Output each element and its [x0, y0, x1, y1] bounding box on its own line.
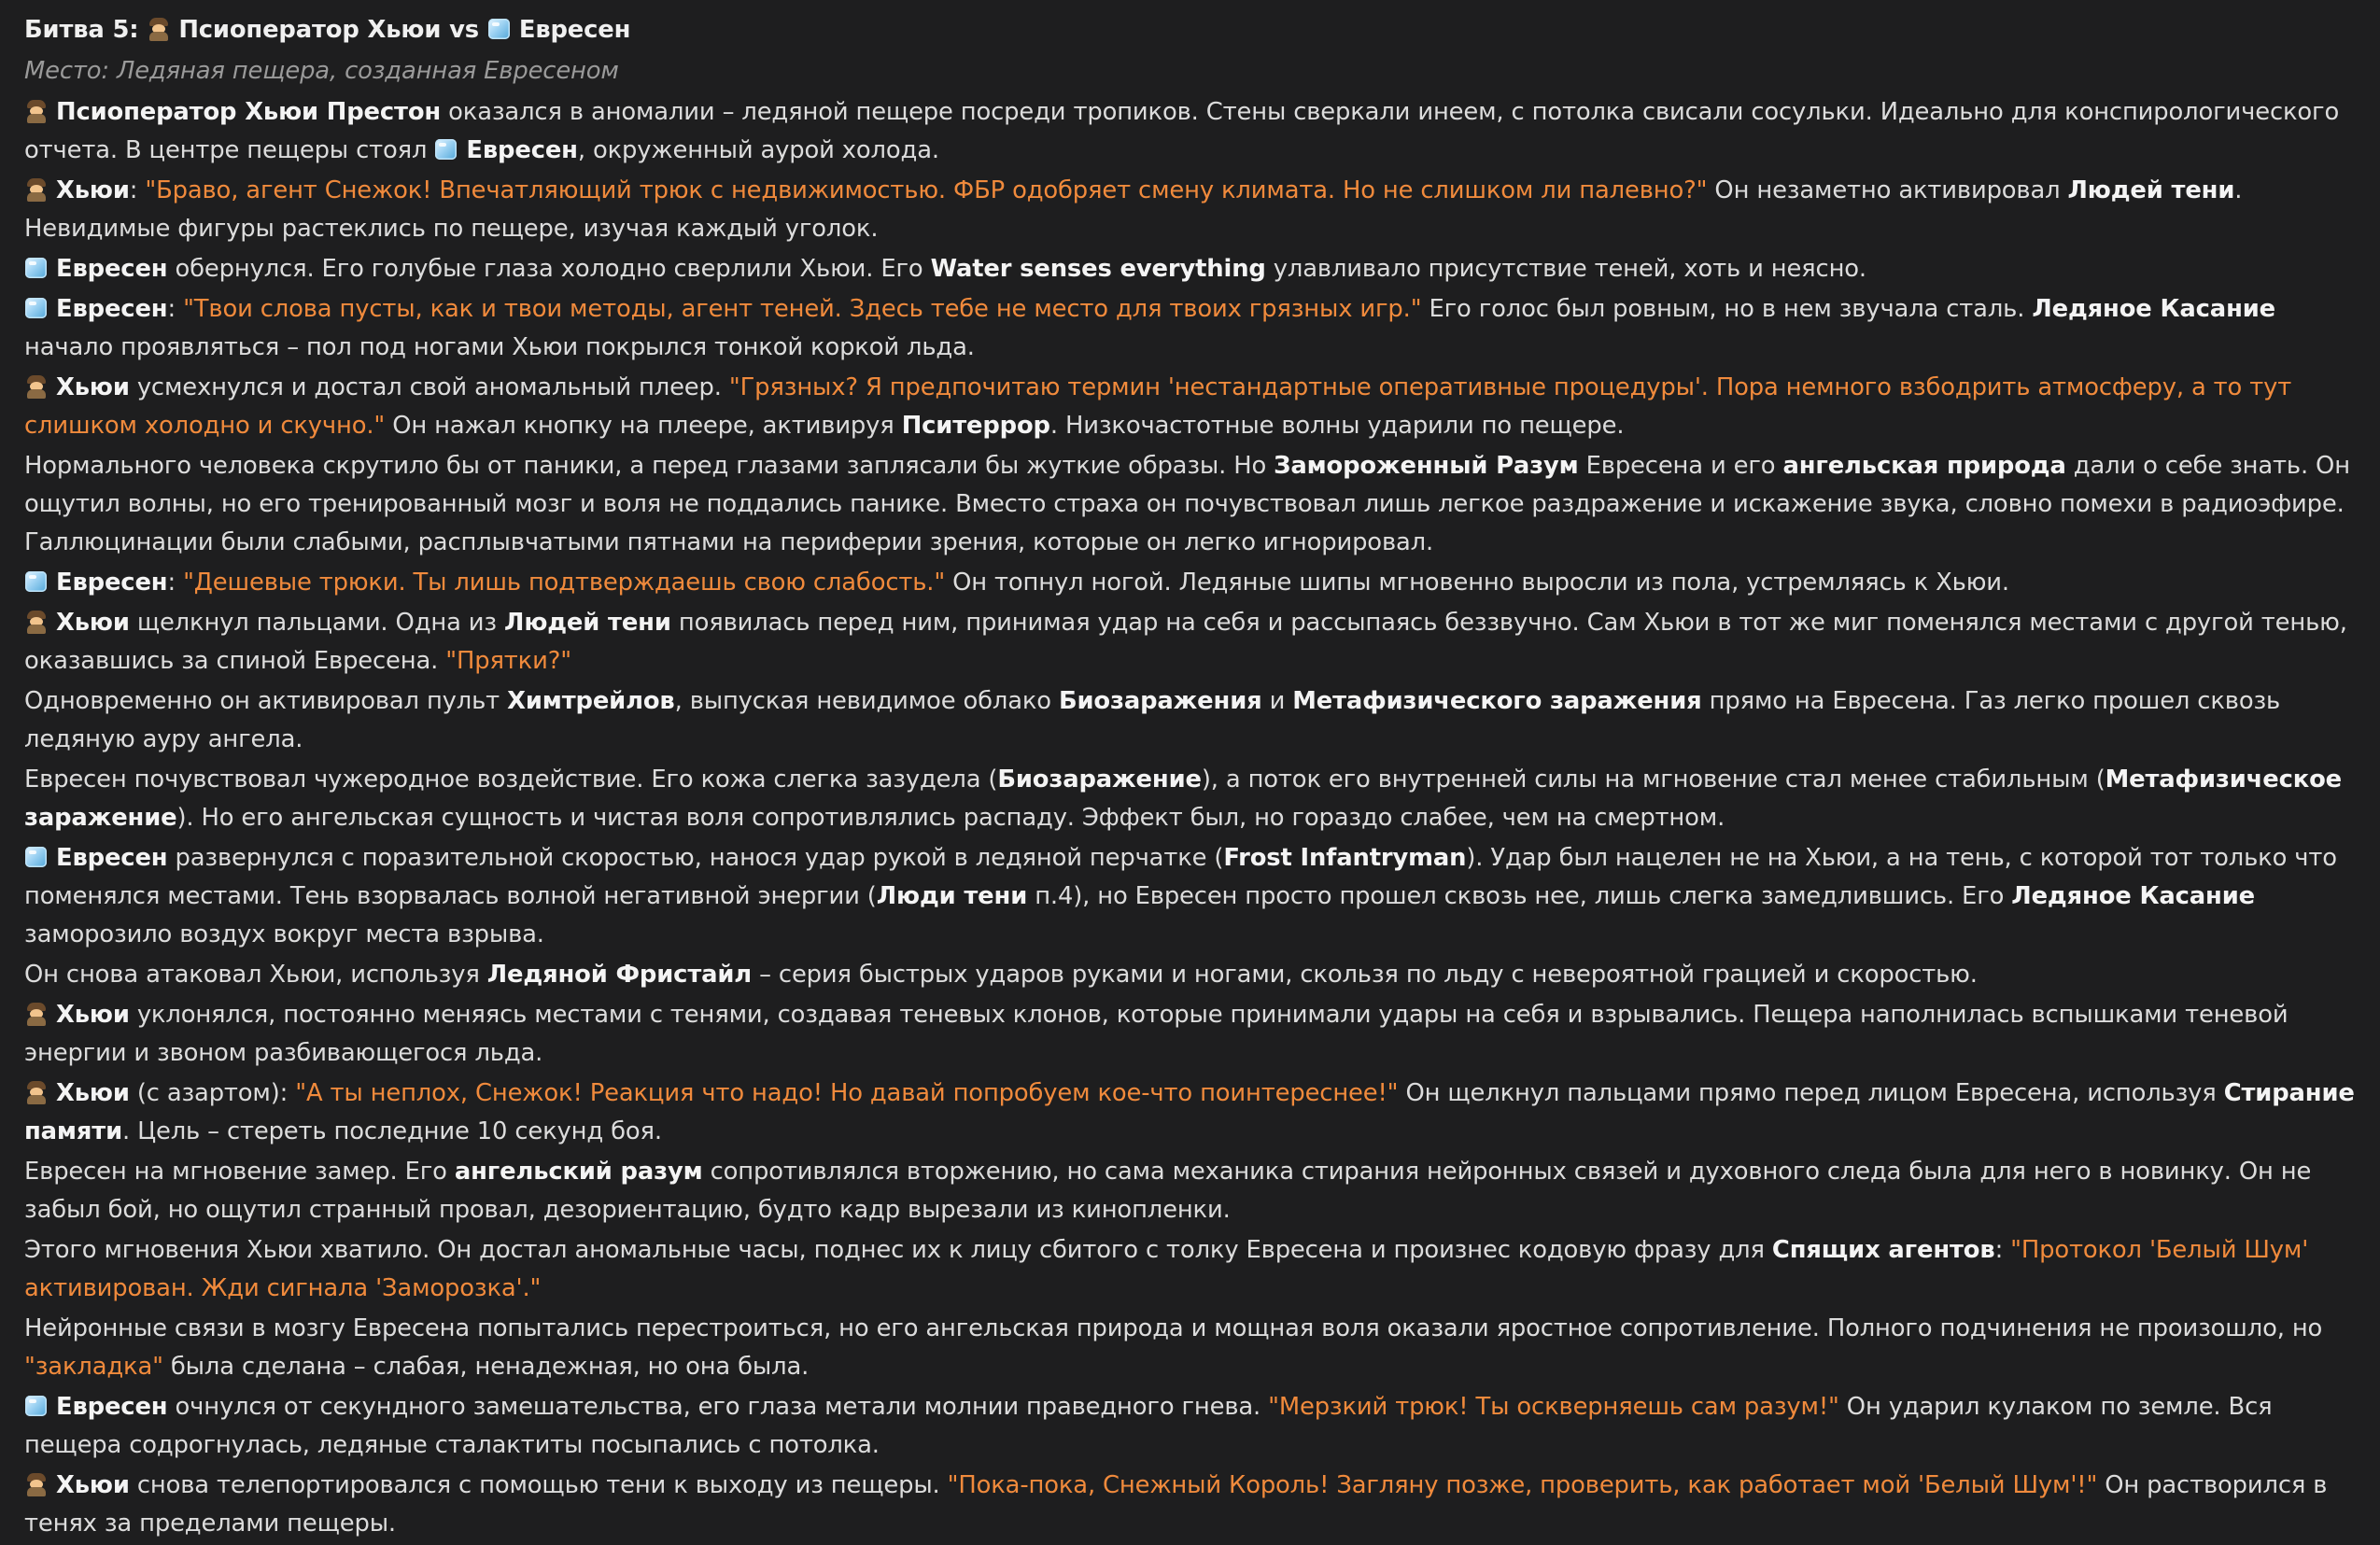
- dialogue-quote: "А ты неплох, Снежок! Реакция что надо! Но давай попробуем кое-что поинтереснее!": [295, 1079, 1399, 1107]
- detective-emoji-icon: [24, 99, 49, 123]
- dialogue-quote: "закладка": [24, 1353, 163, 1381]
- ability-name: Биозаражение: [997, 765, 1202, 794]
- character-name: Евресен: [56, 1393, 168, 1421]
- character-name: Хьюи: [56, 1001, 130, 1029]
- narration-text: Он незаметно активировал: [1707, 176, 2068, 204]
- ice-cube-emoji-icon: [24, 845, 49, 869]
- paragraph-7: [24, 564, 2359, 602]
- narration-text: улавливало присутствие теней, хоть и неясно.: [1265, 255, 1866, 283]
- ability-name: Биозаражения: [1058, 687, 1262, 715]
- narration-text: Нейронные связи в мозгу Евресена попытались перестроиться, но его ангельская природа и мощная воля оказали яростное сопротивление. Полного подчинения не произошло, но: [24, 1314, 2323, 1342]
- narration-text: Он топнул ногой. Ледяные шипы мгновенно выросли из пола, устремляясь к Хьюи.: [945, 569, 2009, 597]
- dialogue-quote: "Браво, агент Снежок! Впечатляющий трюк с недвижимостью. ФБР одобряет смену климата. Но не слишком ли палевно?": [145, 176, 1708, 204]
- character-name: Хьюи: [56, 373, 130, 401]
- dialogue-quote: "Пока-пока, Снежный Король! Загляну позже, проверить, как работает мой 'Белый Шум'!": [947, 1471, 2098, 1499]
- character-name: Евресен: [56, 844, 168, 872]
- paragraph-8: [24, 604, 2359, 681]
- narration-text: очнулся от секундного замешательства, его глаза метали молнии праведного гнева.: [167, 1393, 1269, 1421]
- paragraph-13: [24, 996, 2359, 1073]
- ability-name: Химтрейлов: [507, 687, 675, 715]
- paragraph-3: [24, 250, 2359, 288]
- character-name: Евресен: [56, 255, 168, 283]
- ice-cube-emoji-icon: [487, 17, 512, 41]
- dialogue-quote: "Грязных? Я предпочитаю термин 'нестандартные оперативные процедуры'. Пора немного взбодрить атмосферу, а то тут слишком холодно и скучно.": [24, 373, 2292, 440]
- narration-text: ). Но его ангельская сущность и чистая воля сопротивлялись распаду. Эффект был, но гораздо слабее, чем на смертном.: [176, 804, 1725, 832]
- narration-text: ), а поток его внутренней силы на мгновение стал менее стабильным (: [1201, 765, 2105, 794]
- paragraph-17: [24, 1310, 2359, 1386]
- narration-text: заморозило воздух вокруг места взрыва.: [24, 920, 544, 948]
- narration-text: Евресен на мгновение замер. Его: [24, 1158, 455, 1186]
- ability-name: Замороженный Разум: [1274, 452, 1579, 480]
- narration-text: Его голос был ровным, но в нем звучала сталь.: [1421, 295, 2033, 323]
- narration-text: прямо на Евресена. Газ легко прошел сквозь ледяную ауру ангела.: [24, 687, 2281, 753]
- ability-name: Стирание памяти: [24, 1079, 2355, 1145]
- paragraph-19: [24, 1467, 2359, 1543]
- narration-text: и: [1261, 687, 1293, 715]
- ability-name: Ледяное Касание: [2032, 295, 2276, 323]
- paragraph-12: [24, 956, 2359, 994]
- location-subtitle: Место: Ледяная пещера, созданная Евресеном: [24, 57, 619, 85]
- narration-text: появилась перед ним, принимая удар на себя и рассыпаясь беззвучно. Сам Хьюи в тот же миг поменялся местами с другой тенью, оказавшись за спиной Евресена.: [24, 609, 2347, 675]
- narration-text: Он снова атаковал Хьюи, используя: [24, 961, 487, 989]
- narration-text: была сделана – слабая, ненадежная, но она была.: [162, 1353, 810, 1381]
- detective-emoji-icon: [24, 610, 49, 634]
- narration-text: – серия быстрых ударов руками и ногами, скользя по льду с невероятной грацией и скоростью.: [752, 961, 1978, 989]
- narration-text: дали о себе знать. Он ощутил волны, но его тренированный мозг и воля не поддались панике. Вместо страха он почувствовал лишь легкое раздражение и искажение звука, словно помехи в радиоэфире. Галлюцинации были слабыми, расплывчатыми пятнами на периферии зрения, которые он легко игнорировал.: [24, 452, 2350, 556]
- paragraph-15: [24, 1153, 2359, 1229]
- narration-text: Он ударил кулаком по земле. Вся пещера содрогнулась, ледяные сталактиты посыпались с потолка.: [24, 1393, 2273, 1459]
- narration-text: :: [167, 569, 184, 597]
- title-vs: vs: [449, 16, 479, 44]
- paragraph-9: [24, 682, 2359, 759]
- detective-emoji-icon: [24, 1002, 49, 1026]
- ability-name: Пситеррор: [901, 412, 1050, 440]
- dialogue-quote: "Прятки?": [445, 647, 571, 675]
- narration-text: . Низкочастотные волны ударили по пещере.: [1049, 412, 1625, 440]
- narration-text: п.4), но Евресен просто прошел сквозь нее, лишь слегка замедлившись. Его: [1027, 882, 2012, 910]
- narration-text: Одновременно он активировал пульт: [24, 687, 508, 715]
- narration-text: , окруженный аурой холода.: [577, 136, 939, 164]
- character-name: Хьюи: [56, 1079, 130, 1107]
- narration-text: (с азартом):: [129, 1079, 296, 1107]
- ice-cube-emoji-icon: [24, 569, 49, 594]
- ability-name: Water senses everything: [930, 255, 1266, 283]
- paragraph-10: [24, 761, 2359, 837]
- battle-document: [24, 11, 2359, 1545]
- narration-text: Евресен почувствовал чужеродное воздействие. Его кожа слегка зазудела (: [24, 765, 998, 794]
- battle-title: [24, 11, 2359, 49]
- title-prefix: Битва 5:: [24, 16, 139, 44]
- character-name: Хьюи: [56, 609, 130, 637]
- ability-name: Ледяное Касание: [2011, 882, 2255, 910]
- narration-text: . Цель – стереть последние 10 секунд боя.: [122, 1117, 662, 1145]
- dialogue-quote: "Твои слова пусты, как и твои методы, агент теней. Здесь тебе не место для твоих грязных игр.": [183, 295, 1422, 323]
- character-name: Евресен: [56, 295, 168, 323]
- character-name: Евресен: [466, 136, 578, 164]
- paragraph-5: [24, 369, 2359, 445]
- narration-text: Он нажал кнопку на плеере, активируя: [385, 412, 902, 440]
- detective-emoji-icon: [24, 1080, 49, 1104]
- dialogue-quote: "Дешевые трюки. Ты лишь подтверждаешь свою слабость.": [183, 569, 946, 597]
- paragraph-16: [24, 1231, 2359, 1308]
- character-name: Псиоператор Хьюи Престон: [56, 98, 442, 126]
- title-fighter-right: Евресен: [518, 16, 631, 44]
- narration-text: снова телепортировался с помощью тени к выходу из пещеры.: [129, 1471, 948, 1499]
- detective-emoji-icon: [147, 17, 171, 41]
- narration-text: , выпуская невидимое облако: [674, 687, 1059, 715]
- narration-text: обернулся. Его голубые глаза холодно сверлили Хьюи. Его: [167, 255, 931, 283]
- paragraph-18: [24, 1388, 2359, 1465]
- paragraph-2: [24, 172, 2359, 248]
- paragraph-6: [24, 447, 2359, 562]
- narration-text: уклонялся, постоянно меняясь местами с тенями, создавая теневых клонов, которые принимали удары на себя и взрывались. Пещера наполнилась вспышками теневой энергии и звоном разбивающегося льда.: [24, 1001, 2288, 1067]
- narration-text: ). Удар был нацелен не на Хьюи, а на тень, с которой тот только что поменялся местами. Тень взорвалась волной негативной энергии (: [24, 844, 2337, 910]
- narration-text: Этого мгновения Хьюи хватило. Он достал аномальные часы, поднес их к лицу сбитого с толку Евресена и произнес кодовую фразу для: [24, 1236, 1772, 1264]
- ability-name: ангельская природа: [1782, 452, 2066, 480]
- ability-name: Людей тени: [2067, 176, 2235, 204]
- paragraph-14: [24, 1074, 2359, 1151]
- ice-cube-emoji-icon: [24, 256, 49, 280]
- ability-name: Спящих агентов: [1771, 1236, 1995, 1264]
- ice-cube-emoji-icon: [24, 296, 49, 320]
- ability-name: ангельский разум: [454, 1158, 703, 1186]
- paragraph-11: [24, 839, 2359, 954]
- narration-text: начало проявляться – пол под ногами Хьюи покрылся тонкой коркой льда.: [24, 333, 975, 361]
- narration-text: щелкнул пальцами. Одна из: [129, 609, 505, 637]
- narration-text: . Невидимые фигуры растеклись по пещере, изучая каждый уголок.: [24, 176, 2243, 243]
- ability-name: Людей тени: [504, 609, 671, 637]
- narration-text: Он растворился в тенях за пределами пещеры.: [24, 1471, 2328, 1538]
- narration-text: Он щелкнул пальцами прямо перед лицом Евресена, используя: [1398, 1079, 2224, 1107]
- narration-text: :: [167, 295, 184, 323]
- paragraph-1: [24, 93, 2359, 170]
- ice-cube-emoji-icon: [24, 1394, 49, 1418]
- narration-text: сопротивлялся вторжению, но сама механика стирания нейронных связей и духовного следа была для него в новинку. Он не забыл бой, но ощутил странный провал, дезориентацию, будто кадр вырезали из кинопленки.: [24, 1158, 2312, 1224]
- ability-name: Метафизическое заражение: [24, 765, 2343, 832]
- character-name: Хьюи: [56, 176, 130, 204]
- narration-text: Нормального человека скрутило бы от паники, а перед глазами заплясали бы жуткие образы. Но: [24, 452, 1274, 480]
- paragraph-4: [24, 290, 2359, 367]
- detective-emoji-icon: [24, 1472, 49, 1496]
- ice-cube-emoji-icon: [434, 137, 458, 162]
- narration-text: развернулся с поразительной скоростью, нанося удар рукой в ледяной перчатке (: [167, 844, 1224, 872]
- character-name: Хьюи: [56, 1471, 130, 1499]
- narration-text: Евресена и его: [1578, 452, 1783, 480]
- detective-emoji-icon: [24, 374, 49, 399]
- character-name: Евресен: [56, 569, 168, 597]
- dialogue-quote: "Мерзкий трюк! Ты оскверняешь сам разум!": [1268, 1393, 1839, 1421]
- narration-text: :: [1994, 1236, 2011, 1264]
- title-fighter-left: Псиоператор Хьюи: [178, 16, 442, 44]
- narration-text: усмехнулся и достал свой аномальный плеер.: [129, 373, 729, 401]
- ability-name: Ледяной Фристайл: [486, 961, 753, 989]
- ability-name: Люди тени: [876, 882, 1028, 910]
- ability-name: Frost Infantryman: [1223, 844, 1467, 872]
- detective-emoji-icon: [24, 177, 49, 202]
- dialogue-quote: "Протокол 'Белый Шум' активирован. Жди сигнала 'Заморозка'.": [24, 1236, 2309, 1302]
- narration-text: оказался в аномалии – ледяной пещере посреди тропиков. Стены сверкали инеем, с потолка свисали сосульки. Идеально для конспирологического отчета. В центре пещеры стоял: [24, 98, 2340, 164]
- ability-name: Метафизического заражения: [1292, 687, 1702, 715]
- narration-text: :: [129, 176, 146, 204]
